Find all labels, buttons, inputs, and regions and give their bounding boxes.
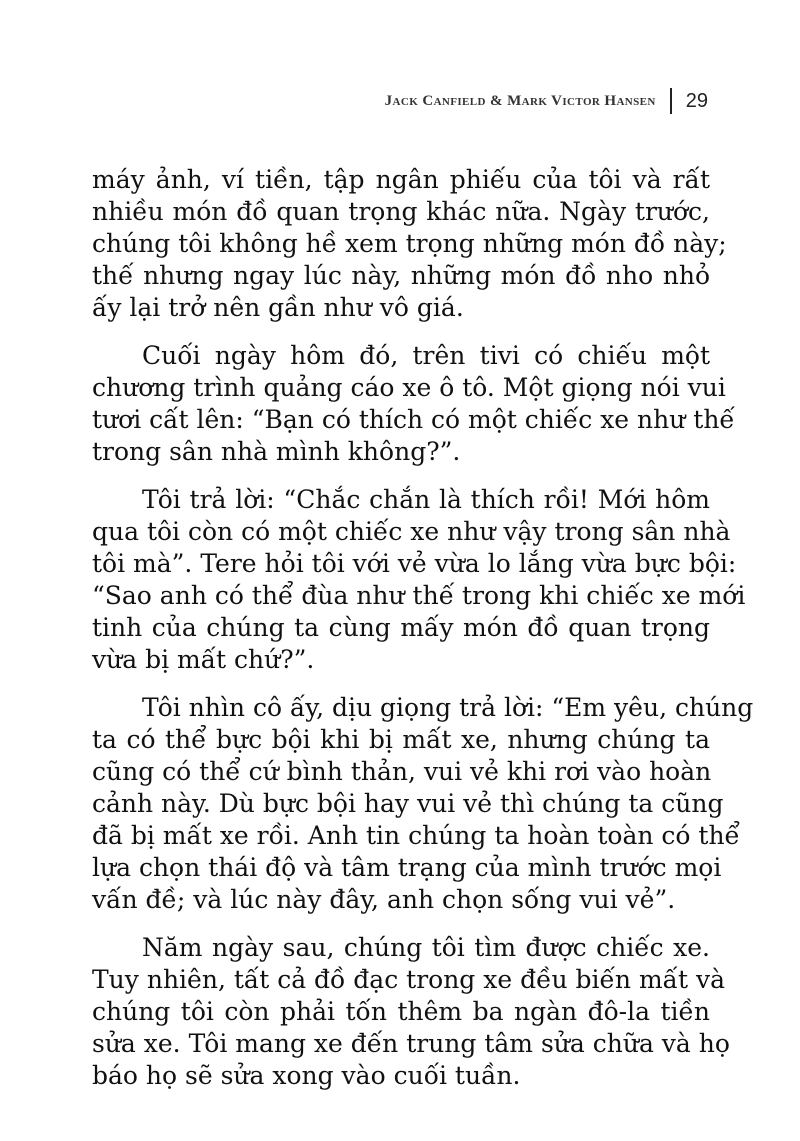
text-line: ấy lại trở nên gần như vô giá.	[92, 293, 464, 322]
text-line: “Sao anh có thể đùa như thế trong khi chiếc xe mới	[92, 581, 746, 610]
text-line: tinh của chúng ta cùng mấy món đồ quan trọng	[92, 613, 710, 642]
header-divider	[670, 88, 672, 114]
text-line: Cuối ngày hôm đó, trên tivi có chiếu một	[142, 341, 710, 370]
text-line: máy ảnh, ví tiền, tập ngân phiếu của tôi và rất	[92, 165, 710, 194]
text-line: tôi mà”. Tere hỏi tôi với vẻ vừa lo lắng vừa bực bội:	[92, 549, 737, 578]
text-line: nhiều món đồ quan trọng khác nữa. Ngày trước,	[92, 197, 710, 226]
page-number: 29	[685, 89, 708, 112]
text-line: Năm ngày sau, chúng tôi tìm được chiếc xe.	[142, 933, 710, 962]
text-line: cảnh này. Dù bực bội hay vui vẻ thì chúng ta cũng	[92, 789, 724, 818]
text-line: đã bị mất xe rồi. Anh tin chúng ta hoàn toàn có thể	[92, 821, 740, 850]
page-header	[385, 86, 708, 116]
text-line: chương trình quảng cáo xe ô tô. Một giọng nói vui	[92, 373, 726, 402]
text-line: chúng tôi không hề xem trọng những món đồ này;	[92, 229, 727, 258]
text-line: vấn đề; và lúc này đây, anh chọn sống vui vẻ”.	[92, 885, 676, 914]
text-line: báo họ sẽ sửa xong vào cuối tuần.	[92, 1061, 521, 1090]
text-line: ta có thể bực bội khi bị mất xe, nhưng chúng ta	[92, 725, 710, 754]
text-line: trong sân nhà mình không?”.	[92, 437, 461, 466]
text-line: chúng tôi còn phải tốn thêm ba ngàn đô-la tiền	[92, 997, 710, 1026]
text-line: sửa xe. Tôi mang xe đến trung tâm sửa chữa và họ	[92, 1029, 730, 1058]
text-line: Tuy nhiên, tất cả đồ đạc trong xe đều biến mất và	[92, 965, 725, 994]
running-head: Jack Canfield & Mark Victor Hansen	[384, 92, 656, 109]
text-line: Tôi trả lời: “Chắc chắn là thích rồi! Mới hôm	[142, 485, 710, 514]
text-line: Tôi nhìn cô ấy, dịu giọng trả lời: “Em yêu, chúng	[142, 693, 754, 722]
text-line: lựa chọn thái độ và tâm trạng của mình trước mọi	[92, 853, 722, 882]
text-line: thế nhưng ngay lúc này, những món đồ nho nhỏ	[92, 261, 710, 290]
text-line: tươi cất lên: “Bạn có thích có một chiếc xe như thế	[92, 405, 735, 434]
text-line: vừa bị mất chứ?”.	[92, 645, 315, 674]
text-line: qua tôi còn có một chiếc xe như vậy trong sân nhà	[92, 517, 731, 546]
text-line: cũng có thể cứ bình thản, vui vẻ khi rơi vào hoàn	[92, 757, 712, 786]
